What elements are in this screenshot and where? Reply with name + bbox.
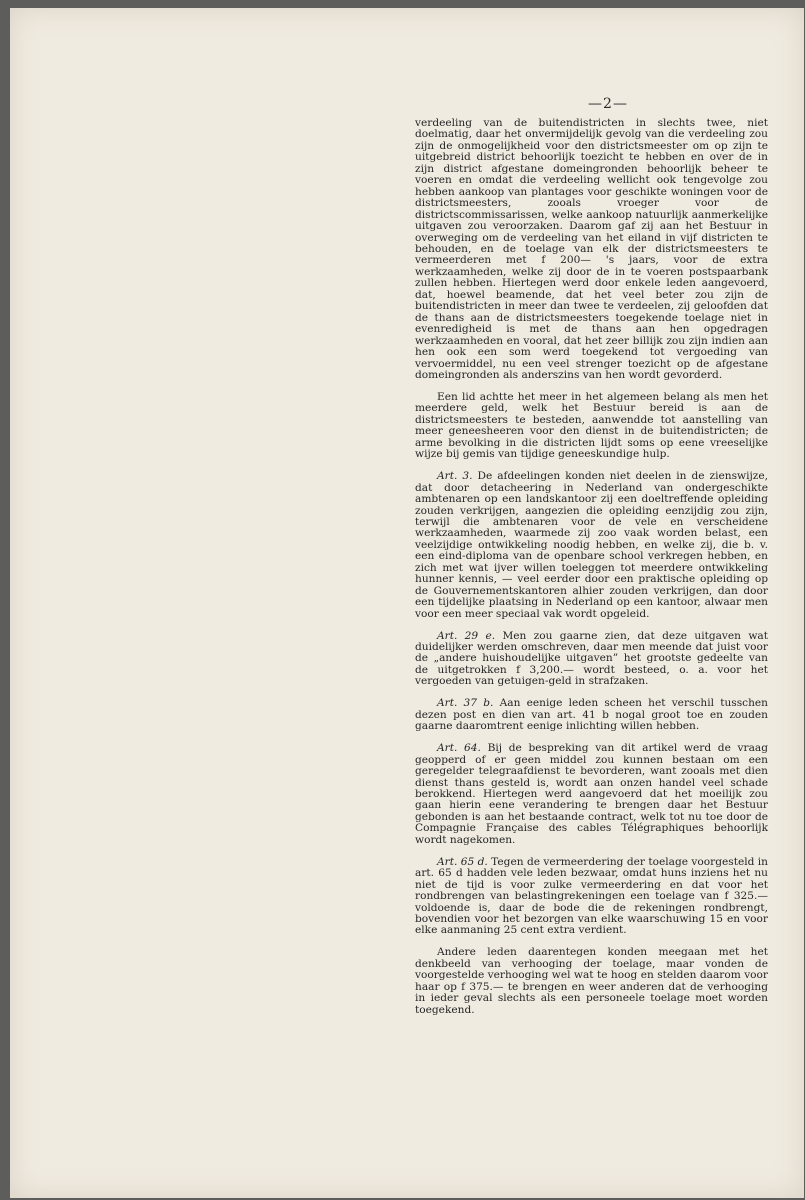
- paragraph-districts: [415, 118, 768, 381]
- article-label: Art. 65 d.: [437, 855, 488, 868]
- document-body: [415, 118, 768, 1016]
- paragraph-text: Aan eenige leden scheen het verschil tusschen dezen post en dien van art. 41 b nogal groot toe en zouden gaarne daaromtrent eenige inlichting willen hebben.: [415, 697, 768, 733]
- paragraph-art-3: [415, 471, 768, 620]
- paragraph-text: Andere leden daarentegen konden meegaan met het denkbeeld van verhooging der toelage, maar vonden de voorgestelde verhooging wel wat te hoog en stelden daarom voor haar op f 375.— te brengen en weer anderen dat de verhooging in ieder geval slechts als een personeele toelage moet worden toegekend.: [415, 946, 768, 1016]
- page-number: —2—: [588, 96, 628, 112]
- paragraph-art-37b: [415, 698, 768, 732]
- paragraph-geneesheeren: [415, 392, 768, 461]
- paragraph-art-29e: [415, 631, 768, 688]
- document-page: [10, 8, 804, 1198]
- article-label: Art. 37 b.: [437, 697, 494, 710]
- article-label: Art. 29 e.: [437, 629, 496, 642]
- paragraph-text: Bij de bespreking van dit artikel werd de vraag geopperd of er geen middel zou kunnen bestaan om een geregelder telegraafdienst te bevorderen, want zooals met dien dienst thans gesteld is, wordt aan onzen handel veel schade berokkend. Hiertegen werd aangevoerd dat het moeilijk zou gaan hierin eene verandering te brengen daar het Bestuur gebonden is aan het bestaande contract, welk tot nu toe door de Compagnie Française des cables Télégraphiques behoorlijk wordt nagekomen.: [415, 742, 769, 846]
- paragraph-text: Een lid achtte het meer in het algemeen belang als men het meerdere geld, welk het Bestuur bereid is aan de districtsmeesters te besteden, aanwendde tot aanstelling van meer geneesheeren voor den dienst in de buitendistricten; de arme bevolking in die districten lijdt soms op eene vreeselijke wijze bij gemis van tijdige geneeskundige hulp.: [415, 390, 768, 461]
- article-label: Art. 3.: [437, 470, 473, 483]
- paragraph-art-64: [415, 743, 768, 846]
- paragraph-text: Tegen de vermeerdering der toelage voorgesteld in art. 65 d hadden vele leden bezwaar, omdat huns inziens het nu niet de tijd is voor zulke vermeerdering en dat voor het rondbrengen van belastingrekeningen een toelage van f 325.— voldoende is, daar de bode die de rekeningen rondbrengt, bovendien voor het bezorgen van elke waarschuwing 15 en voor elke aanmaning 25 cent extra verdient.: [415, 855, 769, 937]
- paragraph-text: Men zou gaarne zien, dat deze uitgaven wat duidelijker werden omschreven, daar men meende dat juist voor de „andere huishoudelijke uitgaven” het grootste gedeelte van de uitgetrokken f 3,200.— wordt besteed, o. a. voor het vergoeden van getuigen-geld in strafzaken.: [415, 629, 768, 688]
- paragraph-art-65d: [415, 857, 768, 937]
- paragraph-text: De afdeelingen konden niet deelen in de zienswijze, dat door detacheering in Nederland van ondergeschikte ambtenaren op een landskantoor zij een doeltreffende opleiding zouden verkrijgen, aangezien die opleiding eenzijdig zou zijn, terwijl die ambtenaren voor de vele en verscheidene werkzaamheden, waarmede zij zoo vaak worden belast, een veelzijdige ontwikkeling noodig hebben, en welke zij, die b. v. een eind-diploma van de openbare school verkregen hebben, en zich met wat ijver willen toeleggen tot meerdere ontwikkeling hunner kennis, — veel eerder door een praktische opleiding op de Gouvernementskantoren alhier zouden verkrijgen, dan door een tijdelijke plaatsing in Nederland op een kantoor, alwaar men voor een meer speciaal vak wordt opgeleid.: [415, 470, 768, 620]
- paragraph-text: verdeeling van de buitendistricten in slechts twee, niet doelmatig, daar het onvermijdelijk gevolg van die verdeeling zou zijn de onmogelijkheid voor den districtsmeester om op zijn te uitgebreid district behoorlijk toezicht te hebben en over de in zijn district afgestane domeingronden behoorlijk beheer te voeren en omdat die verdeeling wellicht ook tengevolge zou hebben aankoop van plantages voor geschikte woningen voor de districtsmeesters, zooals vroeger voor de districtscommissarissen, welke aankoop natuurlijk aanmerkelijke uitgaven zou veroorzaken. Daarom gaf zij aan het Bestuur in overweging om de verdeeling van het eiland in vijf districten te behouden, en de toelage van elk der districtsmeesters te vermeerderen met f 200— 's jaars, voor de extra werkzaamheden, welke zij door de in te voeren postspaarbank zullen hebben. Hiertegen werd door enkele leden aangevoerd, dat, hoewel beamende, dat het veel beter zou zijn de buitendistricten in meer dan twee te verdeelen, zij geloofden dat de thans aan de districtsmeesters toegekende toelage niet in evenredigheid is met de thans aan hen opgedragen werkzaamheden en vooral, dat het zeer billijk zou zijn indien aan hen ook een som werd toegekend tot vergoeding van vervoermiddel, nu een veel strenger toezicht op de afgestane domeingronden als anderszins van hen wordt gevorderd.: [415, 117, 768, 381]
- paragraph-andere-leden: [415, 947, 768, 1016]
- article-label: Art. 64.: [437, 742, 481, 755]
